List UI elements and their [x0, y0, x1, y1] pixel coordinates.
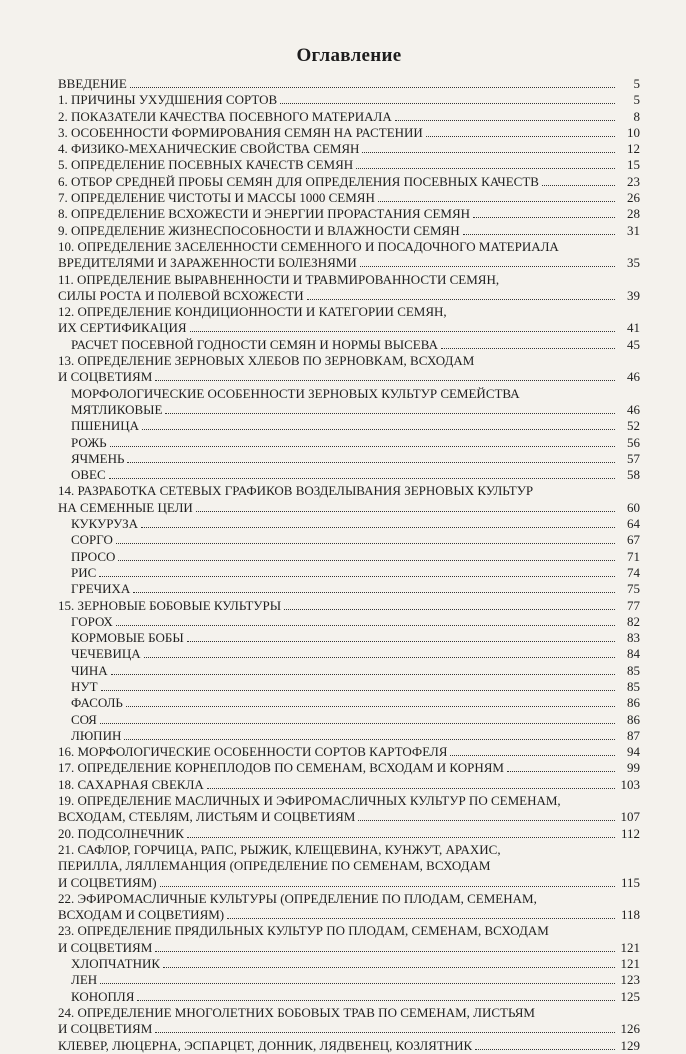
dot-leader — [356, 168, 615, 169]
dot-leader — [542, 185, 615, 186]
toc-entry-row — [58, 288, 640, 304]
toc-entry-text: КУКУРУЗА — [71, 516, 139, 532]
toc-page-number: 75 — [627, 581, 640, 597]
dot-leader — [109, 478, 615, 479]
toc-entry-row — [71, 728, 640, 744]
dot-leader — [395, 120, 615, 121]
toc-entry-text: ГРЕЧИХА — [71, 581, 131, 597]
toc-entry-text: 21. САФЛОР, ГОРЧИЦА, РАПС, РЫЖИК, КЛЕЩЕВИНА, КУНЖУТ, АРАХИС, — [58, 841, 501, 857]
toc-entry-text: ЯЧМЕНЬ — [71, 450, 125, 466]
toc-entry-row — [58, 875, 640, 891]
dot-leader — [227, 918, 615, 919]
toc-entry — [58, 581, 640, 597]
toc-page-number: 10 — [627, 124, 640, 140]
toc-page-number: 85 — [627, 662, 640, 678]
toc-entry-text: 3. ОСОБЕННОСТИ ФОРМИРОВАНИЯ СЕМЯН НА РАСТЕНИИ — [58, 124, 423, 140]
toc-page-number: 126 — [620, 1021, 640, 1037]
toc-entry — [58, 598, 640, 614]
toc-entry — [58, 272, 640, 305]
toc-entry-text: НУТ — [71, 678, 98, 694]
toc-page-number: 45 — [627, 336, 640, 352]
toc-entry-text: СОЯ — [71, 711, 97, 727]
toc-entry-text: РАСЧЕТ ПОСЕВНОЙ ГОДНОСТИ СЕМЯН И НОРМЫ ВЫСЕВА — [71, 336, 438, 352]
toc-page-number: 83 — [627, 630, 640, 646]
toc-page-number: 115 — [620, 874, 640, 890]
toc-entry — [58, 451, 640, 467]
toc-entry — [58, 516, 640, 532]
toc-entry — [58, 92, 640, 108]
toc-entry-text: 6. ОТБОР СРЕДНЕЙ ПРОБЫ СЕМЯН ДЛЯ ОПРЕДЕЛЕНИЯ ПОСЕВНЫХ КАЧЕСТВ — [58, 173, 539, 189]
toc-entry-text: 24. ОПРЕДЕЛЕНИЕ МНОГОЛЕТНИХ БОБОВЫХ ТРАВ ПО СЕМЕНАМ, ЛИСТЬЯМ — [58, 1004, 535, 1020]
toc-entry-row — [58, 809, 640, 825]
toc-entry — [58, 712, 640, 728]
toc-entry-row — [58, 320, 640, 336]
toc-entry-text: 20. ПОДСОЛНЕЧНИК — [58, 825, 184, 841]
toc-page-number: 5 — [633, 92, 640, 108]
toc-entry — [58, 141, 640, 157]
toc-entry — [58, 744, 640, 760]
toc-entry-row — [58, 760, 640, 776]
toc-entry-text: 17. ОПРЕДЕЛЕНИЕ КОРНЕПЛОДОВ ПО СЕМЕНАМ, ВСХОДАМ И КОРНЯМ — [58, 760, 504, 776]
dot-leader — [141, 527, 615, 528]
toc-entry — [58, 386, 640, 419]
toc-entry-text: 23. ОПРЕДЕЛЕНИЕ ПРЯДИЛЬНЫХ КУЛЬТУР ПО ПЛОДАМ, СЕМЕНАМ, ВСХОДАМ — [58, 923, 549, 939]
toc-entry — [58, 923, 640, 956]
toc-page-number: 46 — [627, 401, 640, 417]
dot-leader — [426, 136, 615, 137]
toc-entry-text: ХЛОПЧАТНИК — [71, 956, 161, 972]
toc-entry-row — [58, 76, 640, 92]
toc-page-number: 23 — [627, 173, 640, 189]
toc-entry-row — [58, 255, 640, 271]
dot-leader — [142, 429, 615, 430]
toc-page-number: 87 — [627, 727, 640, 743]
toc-page-number: 112 — [620, 825, 640, 841]
toc-entry — [58, 989, 640, 1005]
toc-entry-row — [58, 1021, 640, 1037]
toc-entry — [58, 842, 640, 891]
toc-entry-text: РИС — [71, 564, 97, 580]
toc-page-number: 121 — [620, 939, 640, 955]
toc-entry-text: СИЛЫ РОСТА И ПОЛЕВОЙ ВСХОЖЕСТИ — [58, 287, 304, 303]
toc-entry — [58, 549, 640, 565]
dot-leader — [358, 820, 615, 821]
toc-entry — [58, 467, 640, 483]
toc-entry — [58, 565, 640, 581]
toc-entry-text: ЧИНА — [71, 662, 108, 678]
dot-leader — [130, 87, 615, 88]
dot-leader — [126, 706, 615, 707]
toc-entry-text: 18. САХАРНАЯ СВЕКЛА — [58, 776, 204, 792]
dot-leader — [111, 674, 615, 675]
toc-entry-row — [71, 435, 640, 451]
toc-page-number: 41 — [627, 320, 640, 336]
toc-entry — [58, 663, 640, 679]
toc-entry-row — [58, 940, 640, 956]
toc-entry-text: 13. ОПРЕДЕЛЕНИЕ ЗЕРНОВЫХ ХЛЕБОВ ПО ЗЕРНОВКАМ, ВСХОДАМ — [58, 353, 475, 369]
toc-entry — [58, 679, 640, 695]
toc-entry — [58, 1005, 640, 1038]
dot-leader — [100, 983, 615, 984]
toc-entry-row — [58, 125, 640, 141]
toc-entry-row — [71, 679, 640, 695]
dot-leader — [284, 609, 615, 610]
toc-entry-text: ФАСОЛЬ — [71, 695, 123, 711]
toc-entry-text: СОРГО — [71, 532, 113, 548]
toc-entry-row — [71, 712, 640, 728]
toc-entry — [58, 337, 640, 353]
toc-entry-row — [71, 972, 640, 988]
toc-page-number: 52 — [627, 418, 640, 434]
toc-entry — [58, 695, 640, 711]
toc-entry-text: 16. МОРФОЛОГИЧЕСКИЕ ОСОБЕННОСТИ СОРТОВ КАРТОФЕЛЯ — [58, 744, 448, 760]
toc-entry-text: 15. ЗЕРНОВЫЕ БОБОВЫЕ КУЛЬТУРЫ — [58, 597, 282, 613]
dot-leader — [362, 152, 615, 153]
toc-entry-row — [58, 223, 640, 239]
toc-entry-text: РОЖЬ — [71, 434, 107, 450]
toc-page-number: 71 — [627, 548, 640, 564]
dot-leader — [160, 886, 615, 887]
toc-entry-text: 9. ОПРЕДЕЛЕНИЕ ЖИЗНЕСПОСОБНОСТИ И ВЛАЖНОСТИ СЕМЯН — [58, 222, 460, 238]
toc-entry-row — [71, 663, 640, 679]
toc-entry-row — [71, 614, 640, 630]
toc-entry — [58, 223, 640, 239]
toc-entry-row — [58, 92, 640, 108]
toc-entry-text: КЛЕВЕР, ЛЮЦЕРНА, ЭСПАРЦЕТ, ДОННИК, ЛЯДВЕНЕЦ, КОЗЛЯТНИК — [58, 1037, 473, 1053]
toc-page — [58, 44, 640, 1054]
toc-page-number: 12 — [627, 141, 640, 157]
toc-entry-text: ПРОСО — [71, 548, 116, 564]
dot-leader — [155, 951, 615, 952]
toc-page-number: 86 — [627, 711, 640, 727]
toc-entry — [58, 777, 640, 793]
toc-entry-row — [71, 695, 640, 711]
toc-page-number: 74 — [627, 564, 640, 580]
toc-entry-text: 5. ОПРЕДЕЛЕНИЕ ПОСЕВНЫХ КАЧЕСТВ СЕМЯН — [58, 157, 354, 173]
toc-page-number: 39 — [627, 287, 640, 303]
dot-leader — [441, 348, 615, 349]
toc-entry — [58, 972, 640, 988]
toc-page-number: 107 — [620, 809, 640, 825]
page-title: Оглавление — [296, 45, 402, 66]
dot-leader — [163, 967, 615, 968]
dot-leader — [187, 641, 615, 642]
dot-leader — [473, 217, 615, 218]
dot-leader — [99, 576, 615, 577]
toc-entry-row — [71, 581, 640, 597]
toc-entry — [58, 174, 640, 190]
toc-page-number: 125 — [620, 988, 640, 1004]
toc-entry-text: 1. ПРИЧИНЫ УХУДШЕНИЯ СОРТОВ — [58, 92, 278, 108]
toc-entry-text: ЧЕЧЕВИЦА — [71, 646, 141, 662]
toc-entry-row — [71, 989, 640, 1005]
dot-leader — [155, 380, 615, 381]
toc-entry-row — [71, 516, 640, 532]
toc-entry-row — [58, 744, 640, 760]
dot-leader — [116, 625, 615, 626]
toc-entry — [58, 760, 640, 776]
toc-entry-row — [58, 109, 640, 125]
toc-page-number: 86 — [627, 695, 640, 711]
toc-page-number: 56 — [627, 434, 640, 450]
dot-leader — [450, 755, 615, 756]
toc-entry-row — [71, 467, 640, 483]
dot-leader — [155, 1032, 615, 1033]
toc-page-number: 82 — [627, 613, 640, 629]
toc-entry-row — [71, 418, 640, 434]
dot-leader — [116, 543, 615, 544]
toc-list — [58, 76, 640, 1054]
toc-entry-row — [58, 500, 640, 516]
toc-entry-text: И СОЦВЕТИЯМ — [58, 369, 153, 385]
toc-entry — [58, 190, 640, 206]
toc-entry — [58, 532, 640, 548]
dot-leader — [133, 592, 615, 593]
toc-entry-row — [58, 206, 640, 222]
toc-entry — [58, 109, 640, 125]
toc-page-number: 26 — [627, 190, 640, 206]
dot-leader — [190, 331, 615, 332]
toc-entry-row — [58, 369, 640, 385]
toc-entry-text: МОРФОЛОГИЧЕСКИЕ ОСОБЕННОСТИ ЗЕРНОВЫХ КУЛЬТУР СЕМЕЙСТВА — [71, 385, 520, 401]
dot-leader — [196, 511, 615, 512]
toc-page-number: 103 — [620, 776, 640, 792]
toc-page-number: 67 — [627, 532, 640, 548]
toc-entry — [58, 891, 640, 924]
toc-page-number: 64 — [627, 516, 640, 532]
toc-entry-text: НА СЕМЕННЫЕ ЦЕЛИ — [58, 499, 193, 515]
toc-entry-text: 22. ЭФИРОМАСЛИЧНЫЕ КУЛЬТУРЫ (ОПРЕДЕЛЕНИЕ ПО ПЛОДАМ, СЕМЕНАМ, — [58, 890, 537, 906]
dot-leader — [307, 299, 615, 300]
toc-entry-text: МЯТЛИКОВЫЕ — [71, 401, 163, 417]
toc-page-number: 129 — [620, 1037, 640, 1053]
toc-page-number: 84 — [627, 646, 640, 662]
toc-page-number: 31 — [627, 222, 640, 238]
toc-entry — [58, 304, 640, 337]
toc-page-number: 57 — [627, 450, 640, 466]
toc-entry-text: 14. РАЗРАБОТКА СЕТЕВЫХ ГРАФИКОВ ВОЗДЕЛЫВАНИЯ ЗЕРНОВЫХ КУЛЬТУР — [58, 483, 534, 499]
toc-entry-text: КОНОПЛЯ — [71, 988, 135, 1004]
toc-entry-text: ОВЕС — [71, 467, 106, 483]
toc-page-number: 77 — [627, 597, 640, 613]
toc-page-number: 35 — [627, 255, 640, 271]
toc-entry-text: 2. ПОКАЗАТЕЛИ КАЧЕСТВА ПОСЕВНОГО МАТЕРИАЛА — [58, 108, 392, 124]
dot-leader — [280, 103, 615, 104]
toc-page-number: 15 — [627, 157, 640, 173]
toc-entry-row — [58, 190, 640, 206]
toc-entry-row — [58, 141, 640, 157]
dot-leader — [475, 1049, 615, 1050]
toc-entry — [58, 646, 640, 662]
toc-page-number: 99 — [627, 760, 640, 776]
toc-entry-row — [71, 549, 640, 565]
toc-entry — [58, 206, 640, 222]
toc-entry-row — [71, 646, 640, 662]
toc-entry-row — [71, 956, 640, 972]
toc-entry — [58, 125, 640, 141]
toc-entry — [58, 483, 640, 516]
toc-entry-text: ВСХОДАМ, СТЕБЛЯМ, ЛИСТЬЯМ И СОЦВЕТИЯМ — [58, 809, 356, 825]
toc-entry-row — [58, 777, 640, 793]
toc-entry — [58, 728, 640, 744]
toc-entry-text: И СОЦВЕТИЯМ) — [58, 874, 157, 890]
toc-entry-text: ГОРОХ — [71, 613, 113, 629]
toc-entry — [58, 1038, 640, 1054]
dot-leader — [360, 266, 615, 267]
toc-page-number: 28 — [627, 206, 640, 222]
toc-entry-row — [58, 907, 640, 923]
toc-entry-text: ЛЕН — [71, 972, 98, 988]
toc-page-number: 85 — [627, 678, 640, 694]
toc-entry-text: 4. ФИЗИКО-МЕХАНИЧЕСКИЕ СВОЙСТВА СЕМЯН — [58, 141, 360, 157]
toc-entry-row — [71, 337, 640, 353]
dot-leader — [378, 201, 615, 202]
toc-entry-row — [71, 565, 640, 581]
toc-page-number: 118 — [620, 907, 640, 923]
toc-page-number: 5 — [633, 76, 640, 91]
toc-page-number: 46 — [627, 369, 640, 385]
toc-entry-text: ПШЕНИЦА — [71, 418, 139, 434]
toc-entry-text: КОРМОВЫЕ БОБЫ — [71, 630, 184, 646]
toc-page-number: 58 — [627, 467, 640, 483]
toc-entry-row — [58, 174, 640, 190]
toc-entry-row — [58, 157, 640, 173]
toc-entry-text: ПЕРИЛЛА, ЛЯЛЛЕМАНЦИЯ (ОПРЕДЕЛЕНИЕ ПО СЕМЕНАМ, ВСХОДАМ — [58, 858, 491, 874]
toc-entry — [58, 157, 640, 173]
toc-entry — [58, 614, 640, 630]
toc-entry-row — [58, 1038, 640, 1054]
toc-entry-text: И СОЦВЕТИЯМ — [58, 1021, 153, 1037]
toc-entry — [58, 76, 640, 92]
toc-entry-text: ВСХОДАМ И СОЦВЕТИЯМ) — [58, 907, 225, 923]
toc-entry-text: 19. ОПРЕДЕЛЕНИЕ МАСЛИЧНЫХ И ЭФИРОМАСЛИЧНЫХ КУЛЬТУР ПО СЕМЕНАМ, — [58, 793, 561, 809]
toc-entry-text: 7. ОПРЕДЕЛЕНИЕ ЧИСТОТЫ И МАССЫ 1000 СЕМЯН — [58, 190, 375, 206]
toc-page-number: 121 — [620, 956, 640, 972]
toc-entry — [58, 418, 640, 434]
toc-entry-row — [58, 826, 640, 842]
toc-entry-row — [71, 532, 640, 548]
toc-entry — [58, 956, 640, 972]
toc-entry-row — [71, 630, 640, 646]
toc-entry-row — [71, 451, 640, 467]
toc-entry-row — [58, 598, 640, 614]
toc-entry-text: ВРЕДИТЕЛЯМИ И ЗАРАЖЕННОСТИ БОЛЕЗНЯМИ — [58, 255, 357, 271]
toc-page-number: 94 — [627, 744, 640, 760]
toc-entry — [58, 239, 640, 272]
toc-entry — [58, 793, 640, 826]
dot-leader — [207, 788, 615, 789]
dot-leader — [187, 837, 615, 838]
toc-entry-text: 10. ОПРЕДЕЛЕНИЕ ЗАСЕЛЕННОСТИ СЕМЕННОГО И ПОСАДОЧНОГО МАТЕРИАЛА — [58, 238, 559, 254]
toc-entry-text: ИХ СЕРТИФИКАЦИЯ — [58, 320, 187, 336]
toc-entry — [58, 630, 640, 646]
dot-leader — [124, 739, 615, 740]
dot-leader — [127, 462, 615, 463]
toc-page-number: 123 — [620, 972, 640, 988]
toc-page-number: 60 — [627, 499, 640, 515]
toc-entry-text: ВВЕДЕНИЕ — [58, 76, 127, 91]
toc-entry-row — [71, 402, 640, 418]
toc-entry-text: ЛЮПИН — [71, 727, 122, 743]
dot-leader — [110, 446, 615, 447]
toc-entry-text: 8. ОПРЕДЕЛЕНИЕ ВСХОЖЕСТИ И ЭНЕРГИИ ПРОРАСТАНИЯ СЕМЯН — [58, 206, 471, 222]
dot-leader — [463, 234, 615, 235]
dot-leader — [137, 1000, 615, 1001]
toc-entry — [58, 435, 640, 451]
dot-leader — [101, 690, 615, 691]
dot-leader — [118, 560, 615, 561]
toc-entry-text: 11. ОПРЕДЕЛЕНИЕ ВЫРАВНЕННОСТИ И ТРАВМИРОВАННОСТИ СЕМЯН, — [58, 271, 500, 287]
toc-entry-text: 12. ОПРЕДЕЛЕНИЕ КОНДИЦИОННОСТИ И КАТЕГОРИИ СЕМЯН, — [58, 304, 447, 320]
dot-leader — [144, 657, 615, 658]
toc-entry — [58, 353, 640, 386]
toc-entry-text: И СОЦВЕТИЯМ — [58, 939, 153, 955]
toc-entry — [58, 826, 640, 842]
dot-leader — [100, 723, 615, 724]
dot-leader — [165, 413, 615, 414]
dot-leader — [507, 771, 615, 772]
toc-page-number: 8 — [633, 108, 640, 124]
